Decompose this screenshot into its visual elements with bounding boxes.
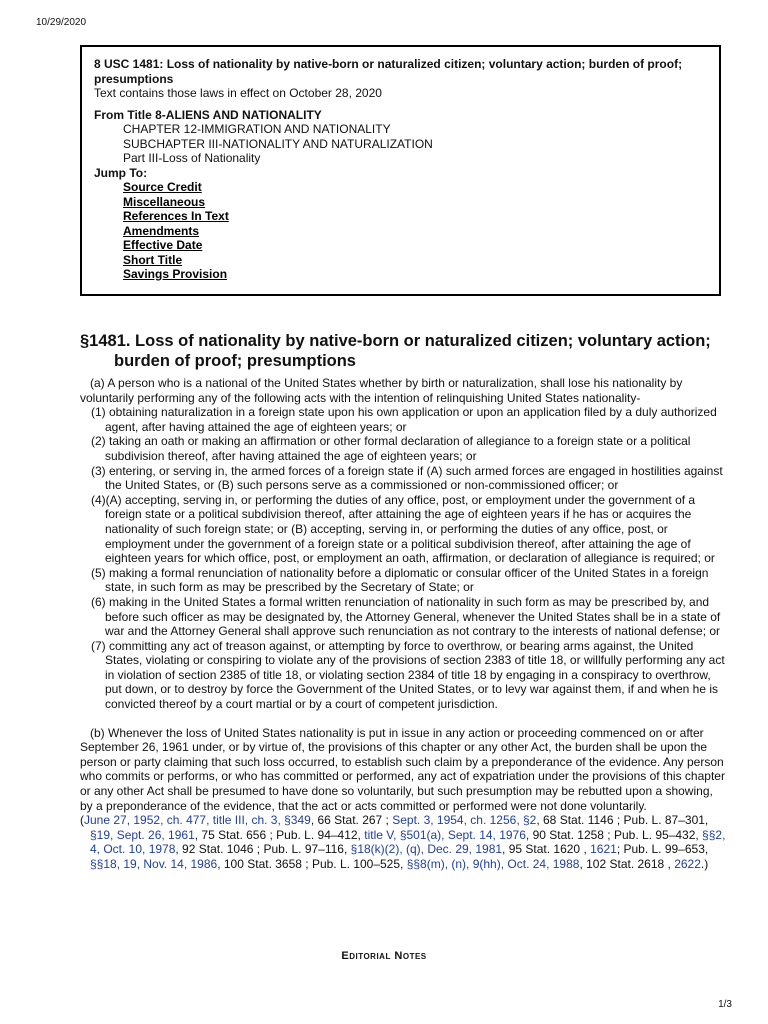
citation-text: (	[80, 813, 84, 828]
subsection-a-intro: (a) A person who is a national of the United States whether by birth or naturalization, shall lose his nationality by voluntarily performing any of the following acts with the intention of relinquishing United States nationality-	[80, 376, 683, 405]
subsection-a-item-4: (4)(A) accepting, serving in, or performing the duties of any office, post, or employment under the government of a foreign state or a political subdivision thereof, after attaining the age of eighteen years if he has or acquires the nationality of such foreign state; or (B) accepting, serving in, or performing the duties of any office, post, or employment under the government of a foreign state or a political subdivision thereof, after attaining the age of eighteen years for which office, post, or employment an oath, affirmation, or declaration of allegiance is required; or	[91, 492, 715, 566]
citation-link[interactable]: §§8(m), (n), 9(hh), Oct. 24, 1988	[406, 857, 580, 871]
jump-link-effective-date[interactable]: Effective Date	[123, 238, 203, 252]
page-number: 1/3	[718, 999, 732, 1010]
citation-link[interactable]: Sept. 3, 1954, ch. 1256, §2	[392, 813, 537, 828]
subsection-a-item-3: (3) entering, or serving in, the armed forces of a foreign state if (A) such armed forces are engaged in hostilities against the United States, or (B) such persons serve as a commissioned or non-commissioned officer; or	[91, 463, 723, 493]
citation-link[interactable]: 2622	[674, 857, 701, 871]
citation-link[interactable]: §19, Sept. 26, 1961	[90, 827, 195, 842]
citation-text: , 75 Stat. 656 ; Pub. L. 94–412,	[194, 827, 365, 842]
jump-link-savings-provision[interactable]: Savings Provision	[123, 267, 228, 281]
citation-text: .)	[700, 857, 709, 871]
document-title: 8 USC 1481: Loss of nationality by native-born or naturalized citizen; voluntary action; burden of proof; presumptions	[94, 57, 683, 86]
subsection-a-item-1: (1) obtaining naturalization in a foreign state upon his own application or upon an application filed by a duly authorized agent, after having attained the age of eighteen years; or	[91, 405, 717, 434]
subsection-a-item-2: (2) taking an oath or making an affirmation or other formal declaration of allegiance to a foreign state or a political subdivision thereof, after having attained the age of eighteen years; or	[91, 434, 691, 463]
subsection-a-item-6: (6) making in the United States a formal written renunciation of nationality in such form as may be prescribed by, and before such officer as may be designated by, the Attorney General, whenever the United States shall be in a state of war and the Attorney General shall approve such renunciation as not contrary to the interests of national defense; or	[91, 594, 721, 639]
citation-text: , 90 Stat. 1258 ; Pub. L. 95–432,	[525, 827, 703, 842]
effective-note: Text contains those laws in effect on October 28, 2020	[94, 86, 382, 100]
citation-link[interactable]: §§18, 19, Nov. 14, 1986	[90, 857, 218, 871]
citation-link[interactable]: title V, §501(a), Sept. 14, 1976	[364, 827, 526, 842]
print-date: 10/29/2020	[36, 17, 87, 28]
chapter-label: CHAPTER 12-IMMIGRATION AND NATIONALITY	[123, 122, 391, 136]
citation-text: , 102 Stat. 2618 ,	[579, 857, 675, 871]
from-title: From Title 8-ALIENS AND NATIONALITY	[94, 107, 322, 122]
citation-link[interactable]: §§2, 4, Oct. 10, 1978	[90, 827, 726, 857]
subsection-a-item-5: (5) making a formal renunciation of nationality before a diplomatic or consular officer of the United States in a foreign state, in such form as may be prescribed by the Secretary of State; or	[91, 565, 709, 595]
editorial-notes-heading: Editorial Notes	[341, 950, 427, 962]
citation-text: , 68 Stat. 1146 ; Pub. L. 87–301,	[536, 813, 709, 828]
jump-link-references-in-text[interactable]: References In Text	[123, 209, 229, 223]
source-credit	[80, 813, 728, 871]
header-box	[80, 45, 721, 296]
subsection-b: (b) Whenever the loss of United States nationality is put in issue in any action or proceeding commenced on or after September 26, 1961 under, or by virtue of, the provisions of this chapter or any other Act, the burden shall be upon the person or party claiming that such loss occurred, to establish such claim by a preponderance of the evidence. Any person who commits or performs, or who has committed or performed, any act of expatriation under the provisions of this chapter or any other Act shall be presumed to have done so voluntarily, but such presumption may be rebutted upon a showing, by a preponderance of the evidence, that the act or acts committed or performed were not done voluntarily.	[80, 725, 725, 813]
citation-text: , 92 Stat. 1046 ; Pub. L. 97–116,	[175, 842, 351, 857]
part-label: Part III-Loss of Nationality	[123, 151, 261, 165]
citation-text: , 66 Stat. 267 ;	[310, 813, 393, 828]
paragraph-spacer	[80, 712, 728, 726]
citation-text: ; Pub. L. 99–653,	[616, 842, 709, 857]
citation-text: , 95 Stat. 1620 ,	[502, 842, 591, 857]
jump-to-label: Jump To:	[94, 165, 148, 180]
citation-link[interactable]: 1621	[590, 842, 617, 857]
jump-link-amendments[interactable]: Amendments	[123, 223, 200, 238]
jump-link-miscellaneous[interactable]: Miscellaneous	[123, 194, 206, 209]
citation-link[interactable]: June 27, 1952, ch. 477, title III, ch. 3, §349	[84, 813, 311, 828]
citation-link[interactable]: §18(k)(2), (q), Dec. 29, 1981	[350, 842, 503, 857]
section-heading: §1481. Loss of nationality by native-born or naturalized citizen; voluntary action; burden of proof; presumptions	[80, 332, 711, 370]
subsection-a-item-7: (7) committing any act of treason against, or attempting by force to overthrow, or bearing arms against, the United States, violating or conspiring to violate any of the provisions of section 2383 of title 18, or willfully performing any act in violation of section 2385 of title 18, or violating section 2384 of title 18 by engaging in a conspiracy to overthrow, put down, or to destroy by force the Government of the United States, or to levy war against them, if and when he is convicted thereof by a court martial or by a court of competent jurisdiction.	[91, 638, 725, 712]
section-body	[80, 376, 728, 872]
subchapter-label: SUBCHAPTER III-NATIONALITY AND NATURALIZATION	[123, 136, 433, 151]
jump-link-source-credit[interactable]: Source Credit	[123, 180, 202, 194]
jump-link-short-title[interactable]: Short Title	[123, 252, 183, 267]
citation-text: , 100 Stat. 3658 ; Pub. L. 100–525,	[217, 857, 407, 871]
